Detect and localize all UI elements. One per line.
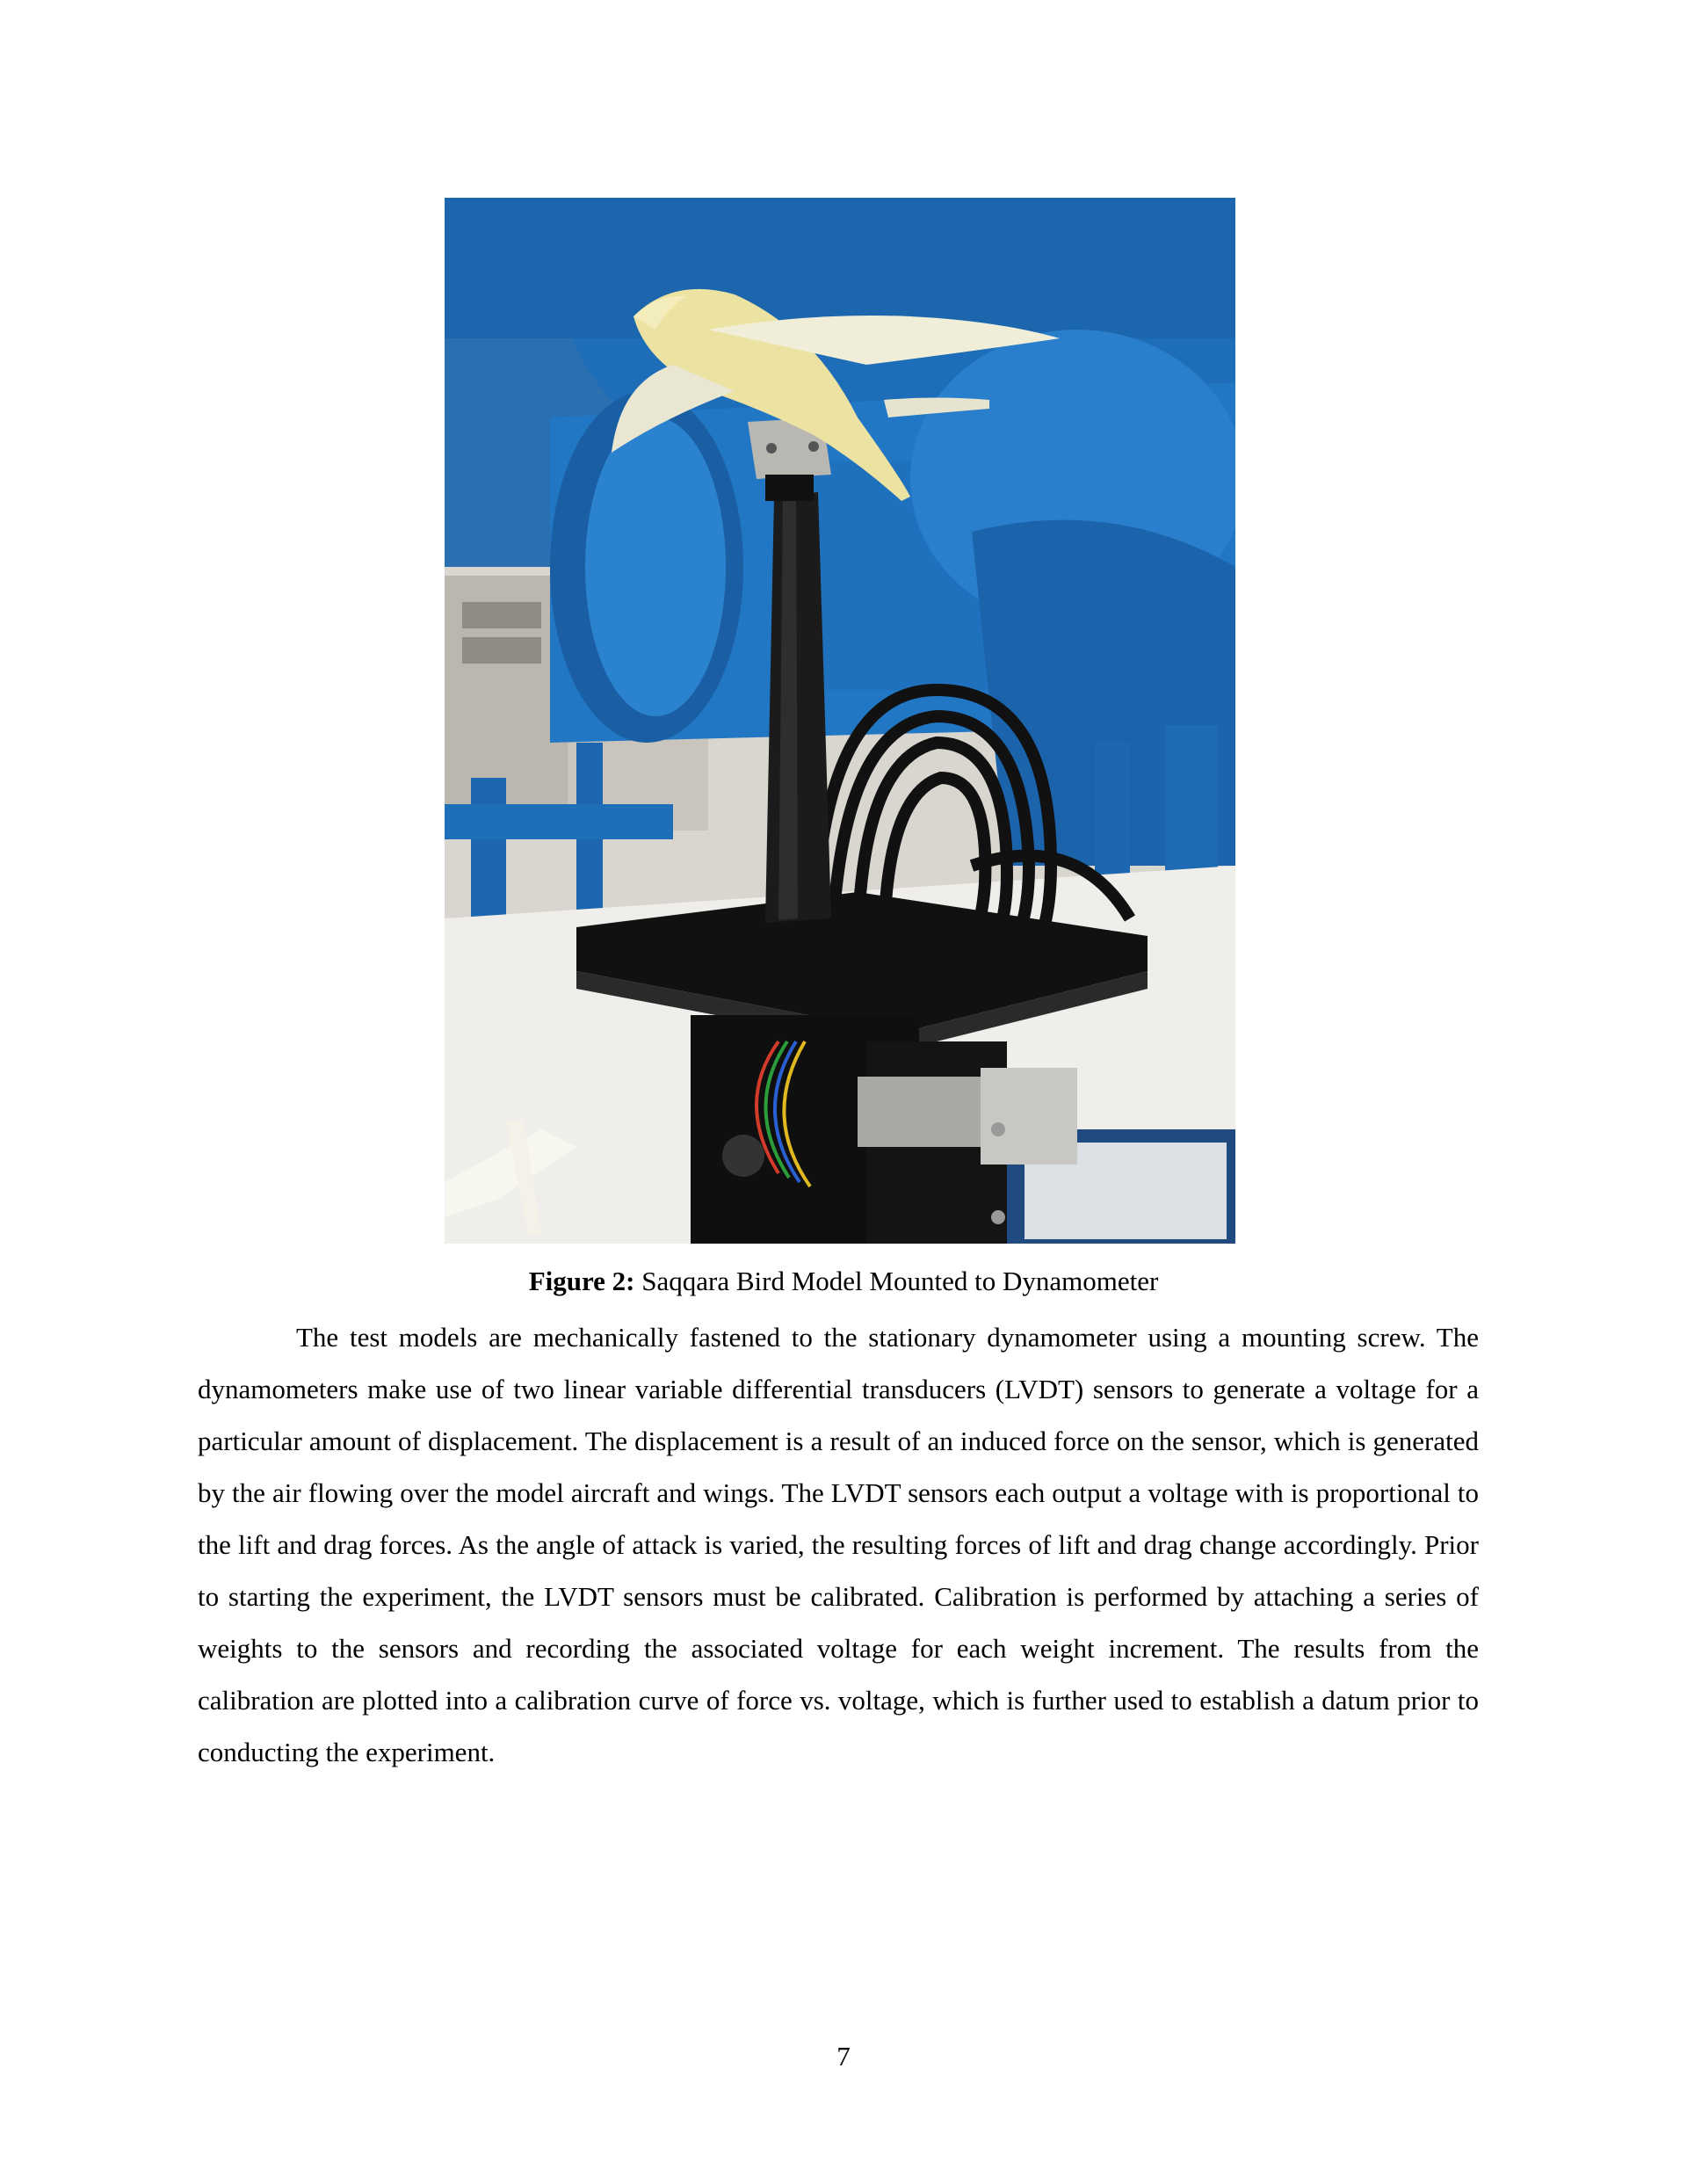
figure-caption xyxy=(0,1262,1687,1301)
figure-caption-text: Saqqara Bird Model Mounted to Dynamometer xyxy=(641,1266,1159,1296)
body-paragraph: The test models are mechanically fastened to the stationary dynamometer using a mounting screw. The dynamometers make use of two linear variable differential transducers (LVDT) sensors to generate a voltage for a particular amount of displacement. The displacement is a result of an induced force on the sensor, which is generated by the air flowing over the model aircraft and wings. The LVDT sensors each output a voltage with is proportional to the lift and drag forces. As the angle of attack is varied, the resulting forces of lift and drag change accordingly. Prior to starting the experiment, the LVDT sensors must be calibrated. Calibration is performed by attaching a series of weights to the sensors and recording the associated voltage for each weight increment. The results from the calibration are plotted into a calibration curve of force vs. voltage, which is further used to establish a datum prior to conducting the experiment. xyxy=(198,1322,1479,1767)
page-number: 7 xyxy=(836,2041,851,2072)
figure-photo xyxy=(445,198,1235,1244)
figure-label: Figure 2: xyxy=(528,1266,635,1296)
